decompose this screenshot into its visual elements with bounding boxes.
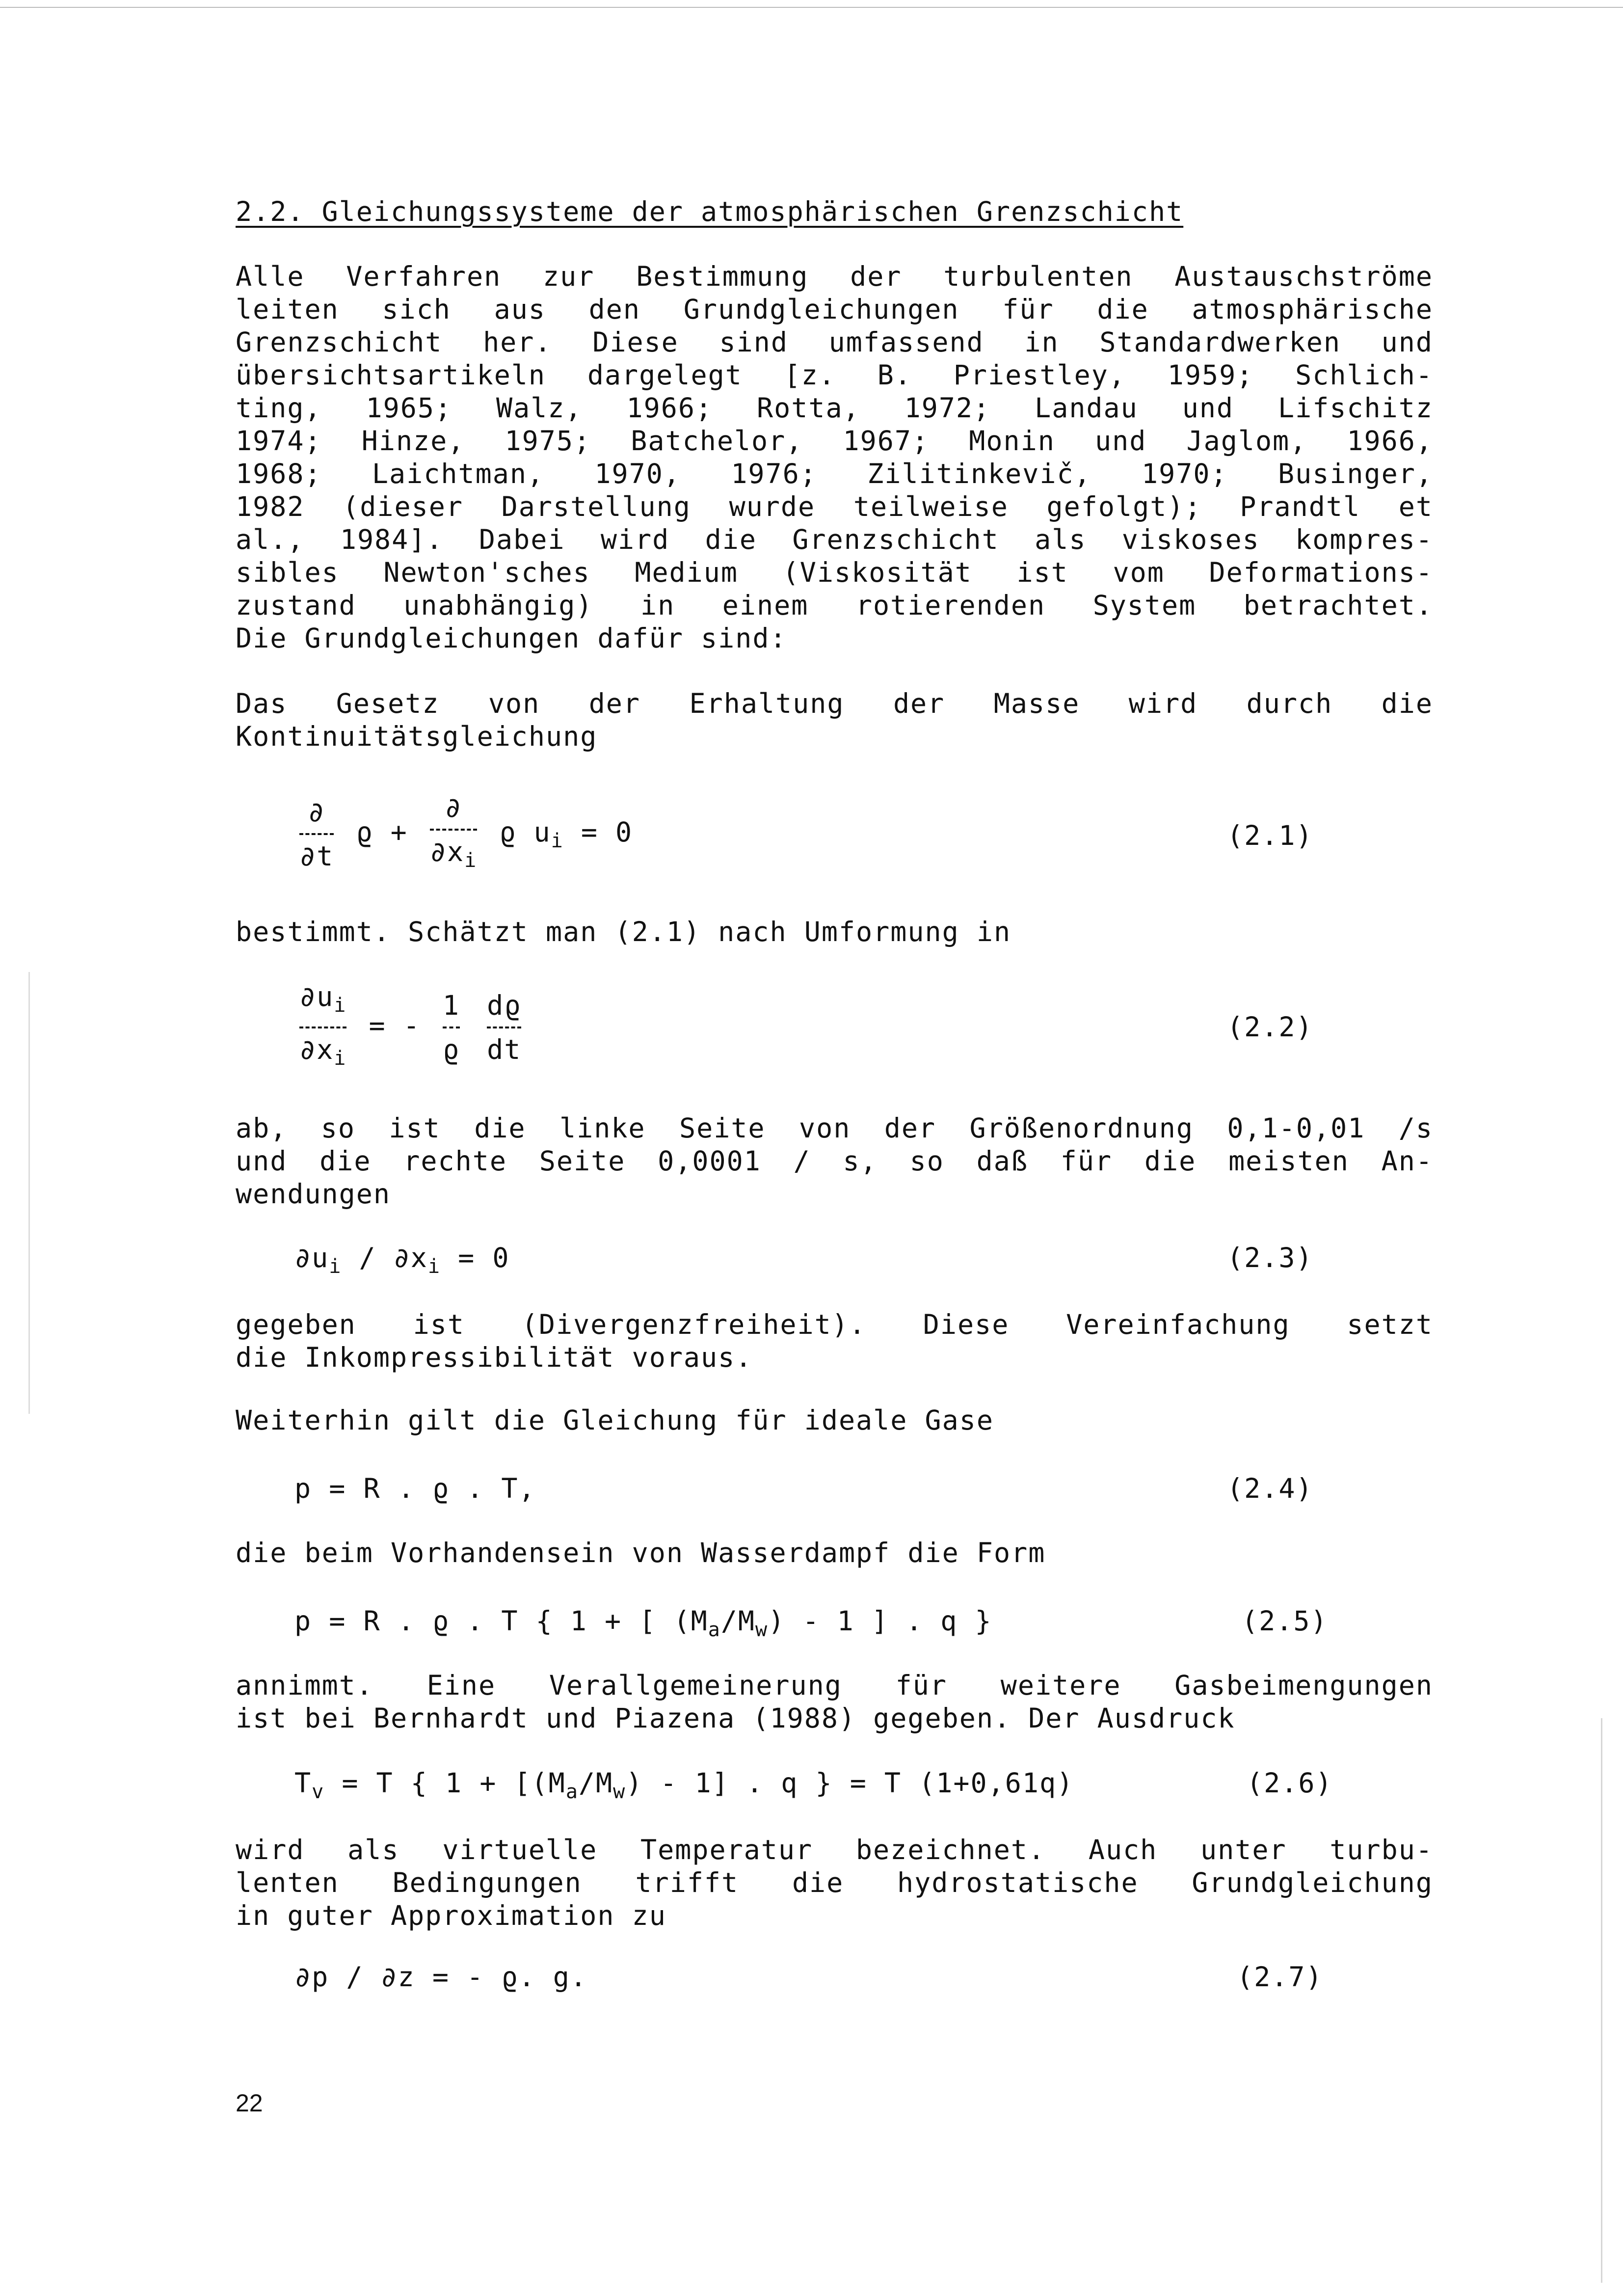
equation-2-7: ∂p / ∂z = - ϱ. g.	[294, 1961, 587, 1993]
paragraph-intro	[236, 260, 1433, 655]
equation-number: (2.1)	[1227, 820, 1313, 851]
equation-2-4: p = R . ϱ . T,	[294, 1473, 536, 1504]
fraction: $\frac{1}{ϱ}$	[442, 990, 460, 1065]
text-line: in guter Approximation zu	[236, 1900, 666, 1931]
section-heading: 2.2. Gleichungssysteme der atmosphärischen Grenzschicht	[236, 196, 1184, 227]
paragraph-wasserdampf	[236, 1537, 1433, 1569]
text-line: al., 1984]. Dabei wird die Grenzschicht als viskoses kompres-	[236, 524, 1433, 555]
fraction: $\frac{\partial}{\partial x_i}$	[429, 792, 478, 872]
text-line: annimmt. Eine Verallgemeinerung für weitere Gasbeimengungen	[236, 1670, 1433, 1701]
scan-edge-top	[0, 7, 1623, 8]
text-line: ab, so ist die linke Seite von der Größenordnung 0,1-0,01 /s	[236, 1112, 1433, 1144]
text-line: wendungen	[236, 1178, 391, 1210]
paragraph-virtuelle-temperatur	[236, 1834, 1433, 1932]
text-line: lenten Bedingungen trifft die hydrostatische Grundgleichung	[236, 1867, 1433, 1898]
page-number: 22	[236, 2089, 263, 2117]
text-line: Grenzschicht her. Diese sind umfassend in Standardwerken und	[236, 326, 1433, 358]
equation-number: (2.6)	[1247, 1767, 1333, 1799]
text-line: wird als virtuelle Temperatur bezeichnet. Auch unter turbu-	[236, 1834, 1433, 1865]
equation-number: (2.7)	[1237, 1961, 1323, 1993]
paragraph-mass-conservation	[236, 687, 1433, 753]
fraction: $\frac{\partial u_i}{\partial x_i}$	[299, 981, 347, 1070]
text-line: Kontinuitätsgleichung	[236, 721, 598, 752]
equation-2-2: $\frac{\partial u_i}{\partial x_i}$ = - $\frac{1}{ϱ}$ $\frac{dϱ}{dt}$	[294, 979, 526, 1076]
text-line: bestimmt. Schätzt man (2.1) nach Umformung in	[236, 916, 1011, 947]
paragraph-groessenordnung	[236, 1112, 1433, 1211]
equation-number: (2.2)	[1227, 1011, 1313, 1043]
equation-number: (2.3)	[1227, 1242, 1313, 1273]
text-line: gegeben ist (Divergenzfreiheit). Diese Vereinfachung setzt	[236, 1309, 1433, 1340]
text-line: die beim Vorhandensein von Wasserdampf die Form	[236, 1537, 1046, 1568]
paragraph-verallgemeinerung	[236, 1669, 1433, 1735]
text-line: ist bei Bernhardt und Piazena (1988) gegeben. Der Ausdruck	[236, 1702, 1235, 1734]
equation-number: (2.5)	[1242, 1605, 1328, 1637]
equation-number: (2.4)	[1227, 1473, 1313, 1504]
paragraph-ideale-gase	[236, 1404, 1433, 1437]
paragraph-divergenzfreiheit	[236, 1308, 1433, 1374]
text-line: 1982 (dieser Darstellung wurde teilweise gefolgt); Prandtl et	[236, 491, 1433, 522]
text-line: die Inkompressibilität voraus.	[236, 1342, 753, 1373]
scan-edge-left	[28, 972, 30, 1414]
text-line: Alle Verfahren zur Bestimmung der turbulenten Austauschströme	[236, 261, 1433, 292]
text-line: und die rechte Seite 0,0001 / s, so daß für die meisten An-	[236, 1145, 1433, 1177]
text-line: zustand unabhängig) in einem rotierenden System betrachtet.	[236, 590, 1433, 621]
fraction: $\frac{dϱ}{dt}$	[487, 990, 522, 1065]
text-line: übersichtsartikeln dargelegt [z. B. Priestley, 1959; Schlich-	[236, 359, 1433, 391]
text-line: Das Gesetz von der Erhaltung der Masse wird durch die	[236, 688, 1433, 719]
fraction: $\frac{\partial}{\partial t}$	[299, 796, 334, 872]
paragraph-bestimmt	[236, 916, 1433, 948]
scan-edge-right	[1601, 1718, 1602, 2283]
text-line: 1974; Hinze, 1975; Batchelor, 1967; Monin und Jaglom, 1966,	[236, 425, 1433, 457]
text-line: Die Grundgleichungen dafür sind:	[236, 622, 787, 654]
equation-2-5: p = R . ϱ . T { 1 + [ $(M_a/M_w) - 1$ ] . q }	[294, 1605, 992, 1641]
equation-2-6: $T_v = T$ { $1 + [(M_a/M_w) - 1]$ . q } = T (1+0,61q)	[294, 1767, 1074, 1803]
text-line: sibles Newton'sches Medium (Viskosität ist vom Deformations-	[236, 557, 1433, 588]
text-line: leiten sich aus den Grundgleichungen für die atmosphärische	[236, 294, 1433, 325]
text-line: 1968; Laichtman, 1970, 1976; Zilitinkevič, 1970; Businger,	[236, 458, 1433, 489]
text-line: Weiterhin gilt die Gleichung für ideale Gase	[236, 1405, 994, 1436]
text-line: ting, 1965; Walz, 1966; Rotta, 1972; Landau und Lifschitz	[236, 392, 1433, 424]
equation-2-1: $\frac{\partial}{\partial t}$ ϱ + $\frac{\partial}{\partial x_i}$ ϱ $u_i = 0$	[294, 790, 633, 878]
equation-2-3: $\partial u_i / \partial x_i = 0$	[294, 1242, 510, 1278]
